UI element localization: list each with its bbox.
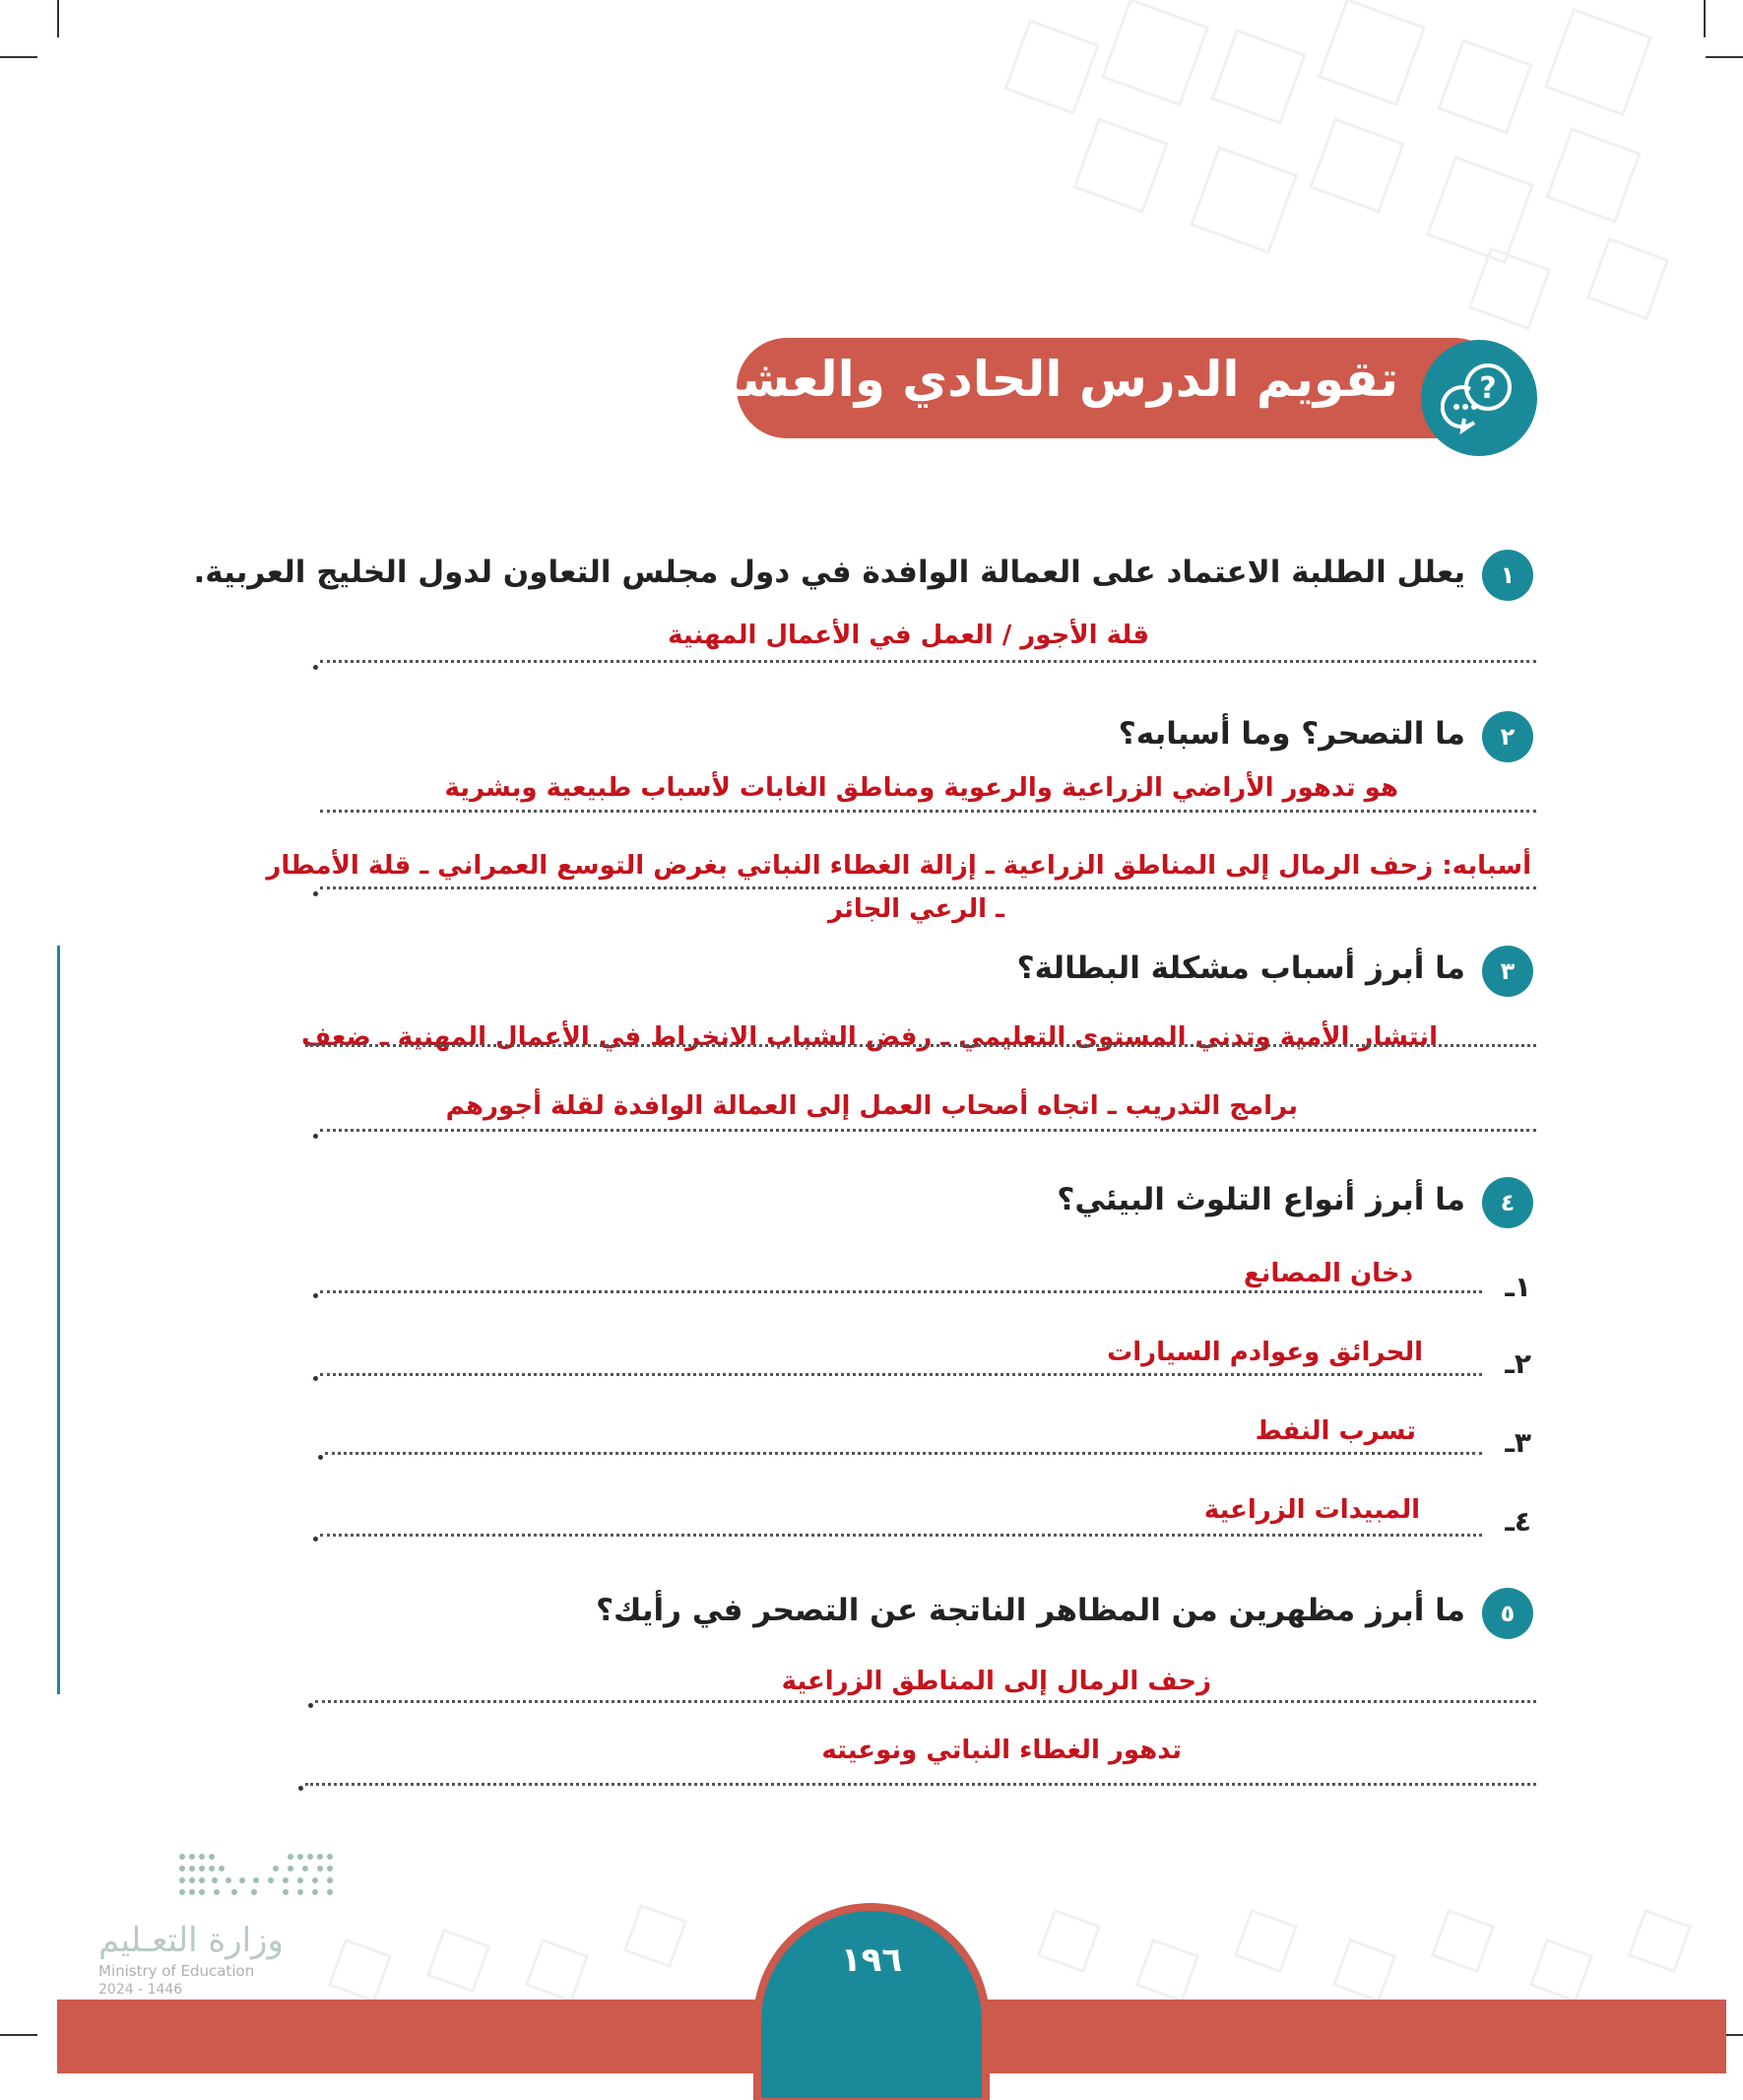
decorative-square: [1545, 127, 1641, 223]
decorative-square: [1529, 1938, 1593, 2002]
decorative-square: [1072, 117, 1168, 213]
list-item-number: ١ـ: [1505, 1271, 1531, 1303]
crop-mark: [0, 2034, 37, 2036]
page-title: تقويم الدرس الحادي والعشرين: [647, 351, 1398, 408]
answer-text: المبيدات الزراعية: [1203, 1495, 1420, 1525]
answer-line: [320, 1129, 1536, 1132]
question-text: ما أبرز مظهرين من المظاهر الناتجة عن التصحر في رأيك؟: [596, 1593, 1465, 1628]
answer-line-end: [313, 1134, 318, 1139]
question-bubble-icon: [1421, 340, 1537, 456]
answer-line: [320, 810, 1536, 813]
decorative-square: [1309, 117, 1404, 213]
crop-mark: [1704, 0, 1706, 37]
answer-line-end: [313, 891, 318, 896]
svg-text:?: ?: [1479, 371, 1497, 406]
answer-line: [325, 1452, 1482, 1455]
answer-text: دخان المصانع: [1243, 1259, 1413, 1288]
side-accent-line: [57, 946, 60, 1694]
decorative-square: [426, 1929, 490, 1993]
list-item-number: ٢ـ: [1505, 1347, 1531, 1380]
decorative-square: [1101, 0, 1209, 106]
decorative-square: [1003, 19, 1099, 114]
answer-line-end: [313, 1376, 318, 1381]
crop-mark: [1706, 56, 1743, 58]
decorative-square: [1234, 1909, 1298, 1973]
decorative-square: [1037, 1909, 1101, 1973]
question-text: ما التصحر؟ وما أسبابه؟: [1118, 716, 1465, 752]
decorative-square: [623, 1904, 687, 1968]
question-number: ٥: [1482, 1588, 1533, 1639]
ministry-year: 2024 - 1446: [98, 1982, 183, 1998]
answer-text: انتشار الأمية وتدني المستوى التعليمي ـ رفض الشباب الانخراط في الأعمال المهنية ـ ضعف: [300, 1022, 1438, 1052]
decorative-square: [1628, 1909, 1692, 1973]
ministry-name-arabic: وزارة التعـليم: [98, 1921, 284, 1960]
answer-line: [305, 1783, 1536, 1786]
answer-line: [305, 1044, 1536, 1047]
answer-text: زحف الرمال إلى المناطق الزراعية: [781, 1667, 1211, 1696]
question-number: ٤: [1482, 1177, 1533, 1228]
decorative-square: [1468, 247, 1552, 331]
answer-line-end: [313, 665, 318, 670]
answer-line: [315, 1700, 1536, 1703]
answer-text: قلة الأجور / العمل في الأعمال المهنية: [668, 621, 1149, 650]
answer-text: الحرائق وعوادم السيارات: [1107, 1338, 1423, 1367]
crop-mark: [57, 0, 59, 37]
decorative-square: [525, 1938, 589, 2002]
decorative-square: [1318, 0, 1426, 106]
answer-line-end: [313, 1537, 318, 1542]
answer-text: تسرب النفط: [1255, 1416, 1416, 1446]
answer-line-end: [308, 1703, 313, 1708]
answer-text: تدهور الغطاء النباتي ونوعيته: [821, 1736, 1182, 1765]
question-number: ٢: [1482, 711, 1533, 762]
answer-text: أسبابه: زحف الرمال إلى المناطق الزراعية ـ إزالة الغطاء النباتي بغرض التوسع العمراني ـ قلة الأمطار: [266, 851, 1531, 881]
answer-text: ـ الرعي الجائر: [827, 894, 1004, 924]
answer-line-end: [318, 1455, 323, 1460]
answer-line: [320, 1534, 1482, 1537]
ministry-logo-icon: [177, 1852, 355, 1911]
question-text: ما أبرز أنواع التلوث البيئي؟: [1057, 1182, 1465, 1217]
answer-text: هو تدهور الأراضي الزراعية والرعوية ومناطق الغابات لأسباب طبيعية وبشرية: [444, 773, 1398, 803]
question-text: يعلل الطلبة الاعتماد على العمالة الوافدة في دول مجلس التعاون لدول الخليج العربية.: [193, 555, 1465, 590]
decorative-square: [328, 1938, 392, 2002]
answer-line: [320, 1290, 1482, 1293]
answer-line: [320, 660, 1536, 663]
question-number: ١: [1482, 550, 1533, 601]
decorative-square: [1135, 1938, 1199, 2002]
answer-line-end: [298, 1786, 303, 1791]
answer-text: برامج التدريب ـ اتجاه أصحاب العمل إلى العمالة الوافدة لقلة أجورهم: [445, 1091, 1298, 1121]
decorative-square: [1426, 156, 1534, 264]
answer-line: [320, 886, 1536, 889]
page-number: ١٩٦: [840, 1940, 903, 1980]
answer-line-end: [313, 1293, 318, 1298]
list-item-number: ٤ـ: [1505, 1505, 1531, 1538]
crop-mark: [0, 56, 37, 58]
question-text: ما أبرز أسباب مشكلة البطالة؟: [1016, 951, 1465, 986]
decorative-square: [1544, 8, 1652, 116]
decorative-square: [1431, 1909, 1495, 1973]
question-number: ٣: [1482, 946, 1533, 997]
decorative-square: [1586, 237, 1670, 321]
decorative-square: [1332, 1938, 1396, 2002]
answer-line: [320, 1373, 1482, 1376]
list-item-number: ٣ـ: [1505, 1426, 1531, 1459]
decorative-square: [1190, 146, 1298, 254]
ministry-name-english: Ministry of Education: [98, 1962, 255, 1980]
decorative-square: [1437, 38, 1532, 134]
decorative-square: [1210, 29, 1306, 124]
